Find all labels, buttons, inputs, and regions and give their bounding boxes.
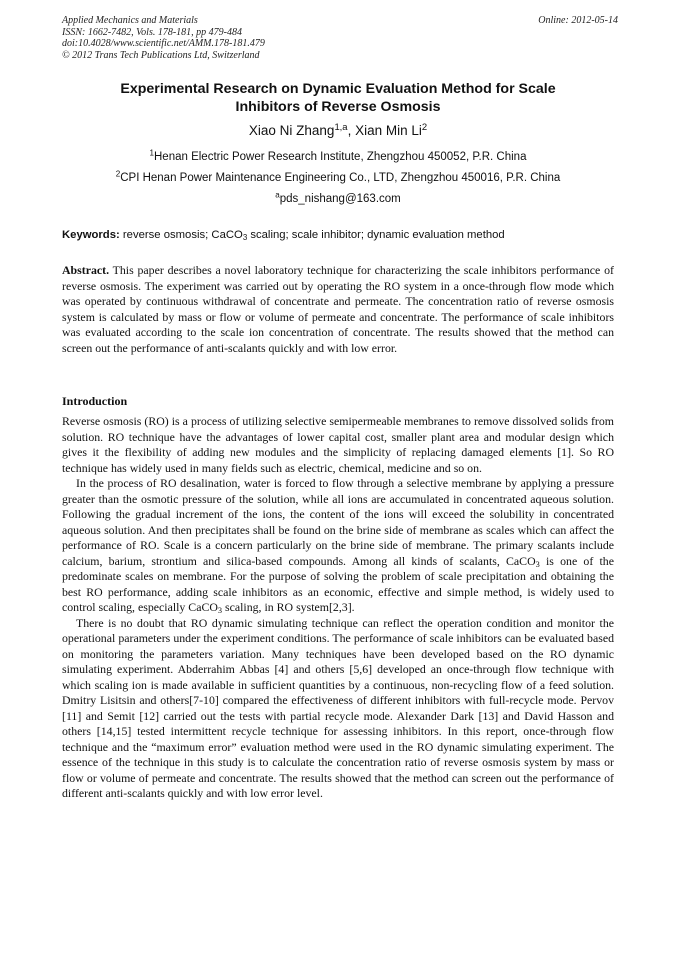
introduction-body [62,414,614,802]
intro-p2-sub-2: 3 [217,606,223,616]
intro-paragraph-1: Reverse osmosis (RO) is a process of utilizing selective semipermeable membranes to remove dissolved solids from solution. RO technique have the advantages of lower capital cost, smaller plant area and modular design which gives it the flexibility of adding new modules and the simplicity of replacing damaged elements [1]. So RO technique has widely used in many fields such as electric, chemical, medicine and so on. [62,414,614,475]
journal-copyright: © 2012 Trans Tech Publications Ltd, Switzerland [62,49,260,61]
section-heading-introduction: Introduction [62,394,128,408]
keywords-text-2: scaling; scale inhibitor; dynamic evaluation method [247,229,505,241]
author-1-sup: 1,a [334,121,348,133]
author-separator: , [347,123,356,138]
author-1: Xiao Ni Zhang [248,123,335,138]
title-line-1: Experimental Research on Dynamic Evaluation Method for Scale [120,81,556,97]
author-email [62,192,614,206]
affiliation-1-text: Henan Electric Power Research Institute, Zhengzhou 450052, P.R. China [154,151,527,163]
email-sup: a [275,190,280,200]
journal-issn: ISSN: 1662-7482, Vols. 178-181, pp 479-484 [62,26,242,38]
abstract-text: This paper describes a novel laboratory technique for characterizing the scale inhibitors performance of reverse osmosis. The experiment was carried out by operating the RO system in a once-through flow mode which was operated by continuous withdrawal of concentrate and permeate. The concentration ratio of reverse osmosis system is calculated by mass or flow or volume of permeate and concentrate. The performance of scale inhibitors was evaluated according to the scale ion concentration of concentrate. The results showed that the method can screen out the performance of anti-scalants quickly and with low error. [62,263,614,355]
keywords [62,228,618,242]
abstract [62,263,614,356]
intro-p2-sub-1: 3 [535,559,540,569]
affiliation-2 [62,171,614,185]
intro-p2-part-a: In the process of RO desalination, water is forced to flow through a selective membrane by applying a pressure greater than the osmotic pressure of the solution, while all ions are accumulated in concentrated aqueous solution. Following the gradual increment of the ions, the content of the ions will exceed the solubility in concentrated aqueous solution. And then precipitates shall be found on the brine side of membrane as scales which can affect the performance of RO. Scale is a concern particularly on the brine side of membrane. The primary scalants include calcium, barium, strontium and silica-based compounds. Among all kinds of scalants, CaCO [62,476,614,568]
authors [62,122,614,140]
affiliation-2-text: CPI Henan Power Maintenance Engineering Co., LTD, Zhengzhou 450016, P.R. China [120,172,561,184]
email-text: pds_nishang@163.com [279,193,401,205]
journal-doi: doi:10.4028/www.scientific.net/AMM.178-181.479 [62,38,265,49]
online-date: Online: 2012-05-14 [538,15,618,26]
keywords-sub: 3 [242,232,248,242]
paper-title [62,80,614,116]
journal-info [62,15,618,61]
affiliation-1-sup: 1 [149,148,154,158]
keywords-label: Keywords: [62,229,120,241]
intro-p2-part-c: scaling, in RO system[2,3]. [222,600,355,614]
affiliation-2-sup: 2 [115,169,121,179]
keywords-text-1: reverse osmosis; CaCO [119,229,243,241]
abstract-label: Abstract. [62,263,110,277]
title-line-2: Inhibitors of Reverse Osmosis [235,99,441,115]
journal-header [62,15,618,61]
intro-paragraph-2 [62,476,614,616]
journal-name: Applied Mechanics and Materials [62,15,198,26]
author-2: Xian Min Li [355,123,422,138]
intro-paragraph-3: There is no doubt that RO dynamic simulating technique can reflect the operation condition and monitor the operational parameters under the experiment conditions. The performance of scale inhibitors can be evaluated based on monitoring the parameters variation. Many techniques have been developed based on the RO dynamic simulating experiment. Abderrahim Abbas [4] and others [5,6] developed an once-through flow technique with which scaling ion is made available in sufficient quantities by a continuous, non-recycling flow of a feed solution. Dmitry Lisitsin and others[7-10] compared the effectiveness of different inhibitors with full-recycle mode. Pervov [11] and Semit [12] carried out the tests with partial recycle mode. Alexander Dark [13] and David Hasson and others [14,15] tested intermittent recycle technique for assessing inhibitors. In this report, once-through flow technique and the “maximum error” evaluation method were used in the RO dynamic simulating experiment. The essence of the technique in this study is to calculate the concentration ratio of reverse osmosis system by mass or flow or volume of permeate and concentrate. The results showed that the method can screen out the performance of different anti-scalants quickly and with low error level. [62,615,614,800]
author-2-sup: 2 [421,121,428,133]
intro-p2-part-b: is one of the predominate scales on membrane. For the purpose of solving the problem of scale precipitation and obtaining the best RO performance, adding scale inhibitors as an economic, effective and simple method, is widely used to control scaling, especially CaCO [62,553,614,614]
affiliation-1 [62,150,614,164]
